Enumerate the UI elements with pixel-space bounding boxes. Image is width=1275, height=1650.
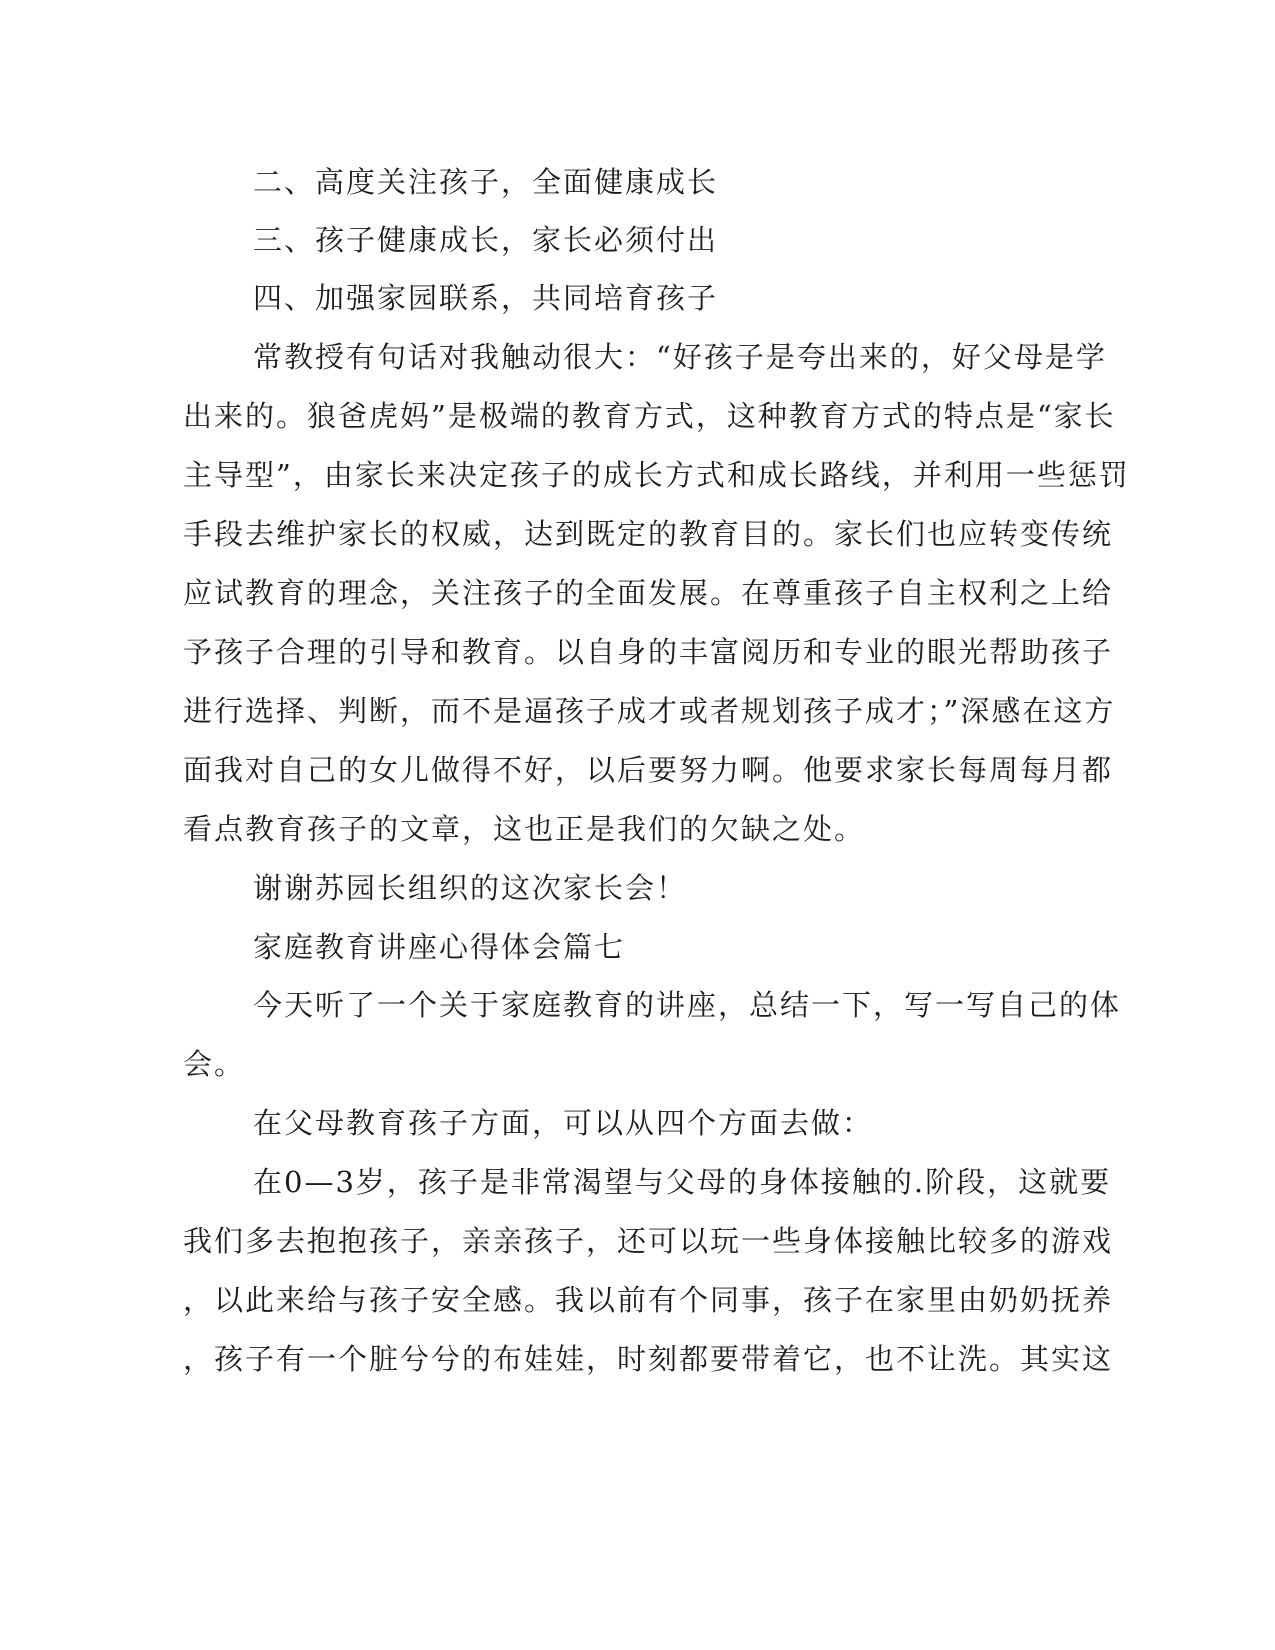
paragraph-line: 会。 bbox=[183, 1047, 246, 1081]
heading-three: 三、孩子健康成长，家长必须付出 bbox=[253, 223, 719, 257]
paragraph-line: 面我对自己的女儿做得不好，以后要努力啊。他要求家长每周每月都 bbox=[183, 753, 1114, 787]
paragraph-line: 在父母教育孩子方面，可以从四个方面去做： bbox=[253, 1106, 874, 1140]
heading-four: 四、加强家园联系，共同培育孩子 bbox=[253, 281, 719, 315]
thanks-line: 谢谢苏园长组织的这次家长会！ bbox=[253, 871, 688, 905]
paragraph-line: 看点教育孩子的文章，这也正是我们的欠缺之处。 bbox=[183, 812, 866, 846]
paragraph-line: 应试教育的理念，关注孩子的全面发展。在尊重孩子自主权利之上给 bbox=[183, 576, 1114, 610]
paragraph-line: 今天听了一个关于家庭教育的讲座，总结一下，写一写自己的体 bbox=[253, 988, 1122, 1022]
paragraph-line: ，孩子有一个脏兮兮的布娃娃，时刻都要带着它，也不让洗。其实这 bbox=[183, 1342, 1114, 1376]
paragraph-line: 予孩子合理的引导和教育。以自身的丰富阅历和专业的眼光帮助孩子 bbox=[183, 635, 1114, 669]
paragraph-line: 主导型”，由家长来决定孩子的成长方式和成长路线，并利用一些惩罚 bbox=[183, 458, 1130, 492]
paragraph-line: ，以此来给与孩子安全感。我以前有个同事，孩子在家里由奶奶抚养 bbox=[183, 1283, 1114, 1317]
heading-two: 二、高度关注孩子，全面健康成长 bbox=[253, 165, 719, 199]
paragraph-line: 常教授有句话对我触动很大：“好孩子是夸出来的，好父母是学 bbox=[253, 340, 1107, 374]
section-title: 家庭教育讲座心得体会篇七 bbox=[253, 930, 626, 964]
paragraph-line: 我们多去抱抱孩子，亲亲孩子，还可以玩一些身体接触比较多的游戏 bbox=[183, 1224, 1114, 1258]
paragraph-line: 出来的。狼爸虎妈”是极端的教育方式，这种教育方式的特点是“家长 bbox=[183, 399, 1116, 433]
paragraph-line: 在0—3岁，孩子是非常渴望与父母的身体接触的.阶段，这就要 bbox=[253, 1165, 1112, 1199]
paragraph-line: 进行选择、判断，而不是逼孩子成才或者规划孩子成才；”深感在这方 bbox=[183, 694, 1116, 728]
paragraph-line: 手段去维护家长的权威，达到既定的教育目的。家长们也应转变传统 bbox=[183, 517, 1114, 551]
